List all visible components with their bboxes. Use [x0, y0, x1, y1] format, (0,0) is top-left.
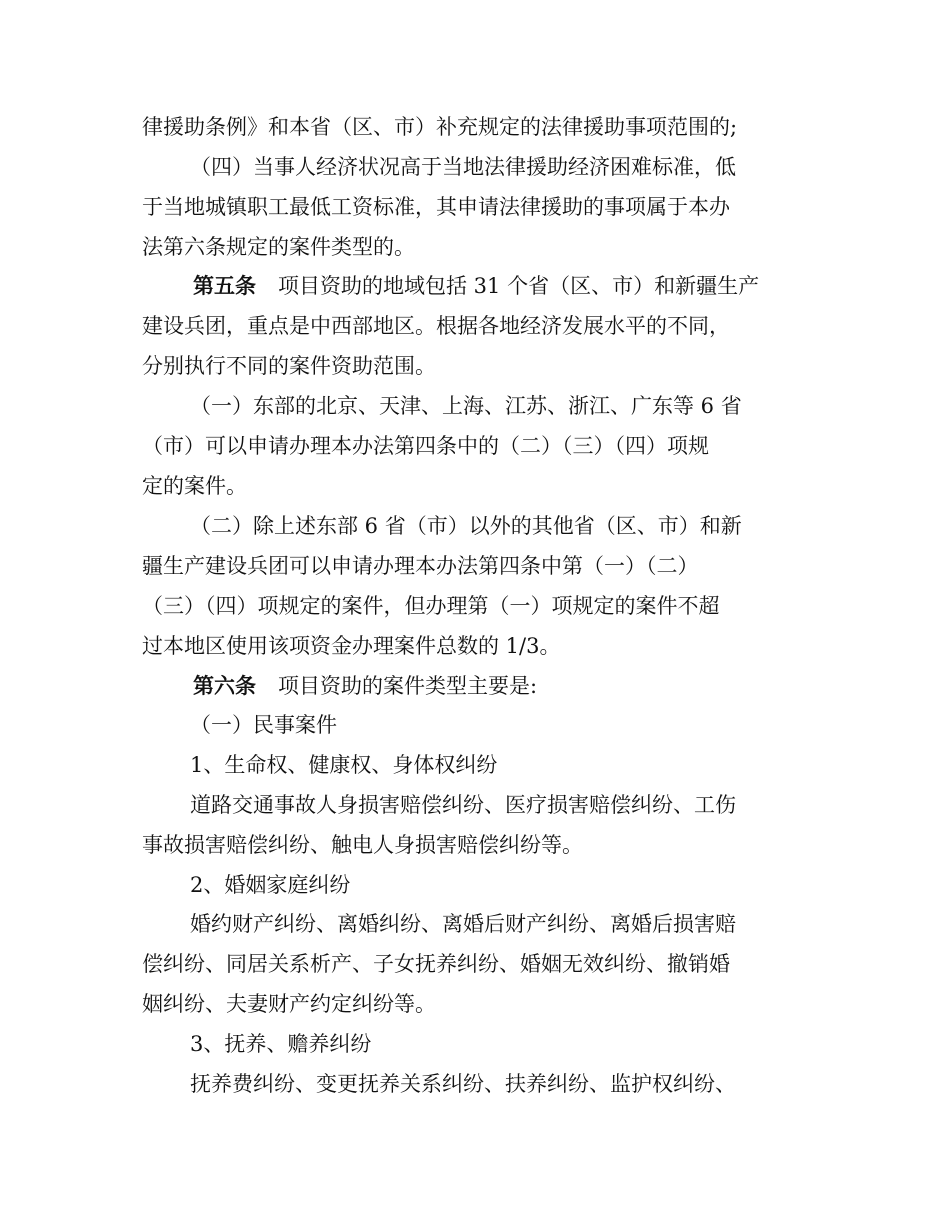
- text-line: 3、抚养、赡养纠纷: [190, 1032, 372, 1056]
- text-line: 于当地城镇职工最低工资标准，其申请法律援助的事项属于本办: [142, 195, 730, 219]
- text-line: 1、生命权、健康权、身体权纠纷: [190, 753, 498, 777]
- text-line: （四）当事人经济状况高于当地法律援助经济困难标准，低: [190, 155, 736, 179]
- article-six-heading: 第六条: [193, 674, 256, 698]
- text-line: 法第六条规定的案件类型的。: [142, 235, 415, 259]
- text-line: 定的案件。: [142, 474, 247, 498]
- text-line: 律援助条例》和本省（区、市）补充规定的法律援助事项范围的;: [142, 115, 738, 139]
- text-line: 婚约财产纠纷、离婚纠纷、离婚后财产纠纷、离婚后损害赔: [190, 912, 736, 936]
- text-line: 疆生产建设兵团可以申请办理本办法第四条中第（一）（二）: [142, 554, 699, 578]
- text-line: 分别执行不同的案件资助范围。: [142, 354, 436, 378]
- article-five-paragraph: [193, 271, 759, 301]
- text-line: 姻纠纷、夫妻财产约定纠纷等。: [142, 992, 436, 1016]
- text-line: 抚养费纠纷、变更抚养关系纠纷、扶养纠纷、监护权纠纷、: [190, 1072, 736, 1096]
- article-six-paragraph: [193, 671, 537, 701]
- text-line: （三）（四）项规定的案件，但办理第（一）项规定的案件不超: [142, 594, 720, 618]
- text-line: （二）除上述东部 6 省（市）以外的其他省（区、市）和新: [190, 514, 742, 538]
- text-line: （一）东部的北京、天津、上海、江苏、浙江、广东等 6 省: [190, 394, 742, 418]
- text-line: （一）民事案件: [190, 713, 337, 737]
- text-line: 建设兵团，重点是中西部地区。根据各地经济发展水平的不同，: [142, 314, 730, 338]
- text-line: 项目资助的地域包括 31 个省（区、市）和新疆生产: [278, 274, 760, 298]
- text-line: 项目资助的案件类型主要是:: [278, 674, 538, 698]
- text-line: 偿纠纷、同居关系析产、子女抚养纠纷、婚姻无效纠纷、撤销婚: [142, 952, 730, 976]
- text-line: 2、婚姻家庭纠纷: [190, 873, 351, 897]
- text-line: 过本地区使用该项资金办理案件总数的 1/3。: [142, 634, 561, 658]
- article-five-heading: 第五条: [193, 274, 256, 298]
- text-line: （市）可以申请办理本办法第四条中的（二）（三）（四）项规: [142, 434, 709, 458]
- text-line: 道路交通事故人身损害赔偿纠纷、医疗损害赔偿纠纷、工伤: [190, 793, 736, 817]
- text-line: 事故损害赔偿纠纷、触电人身损害赔偿纠纷等。: [142, 833, 583, 857]
